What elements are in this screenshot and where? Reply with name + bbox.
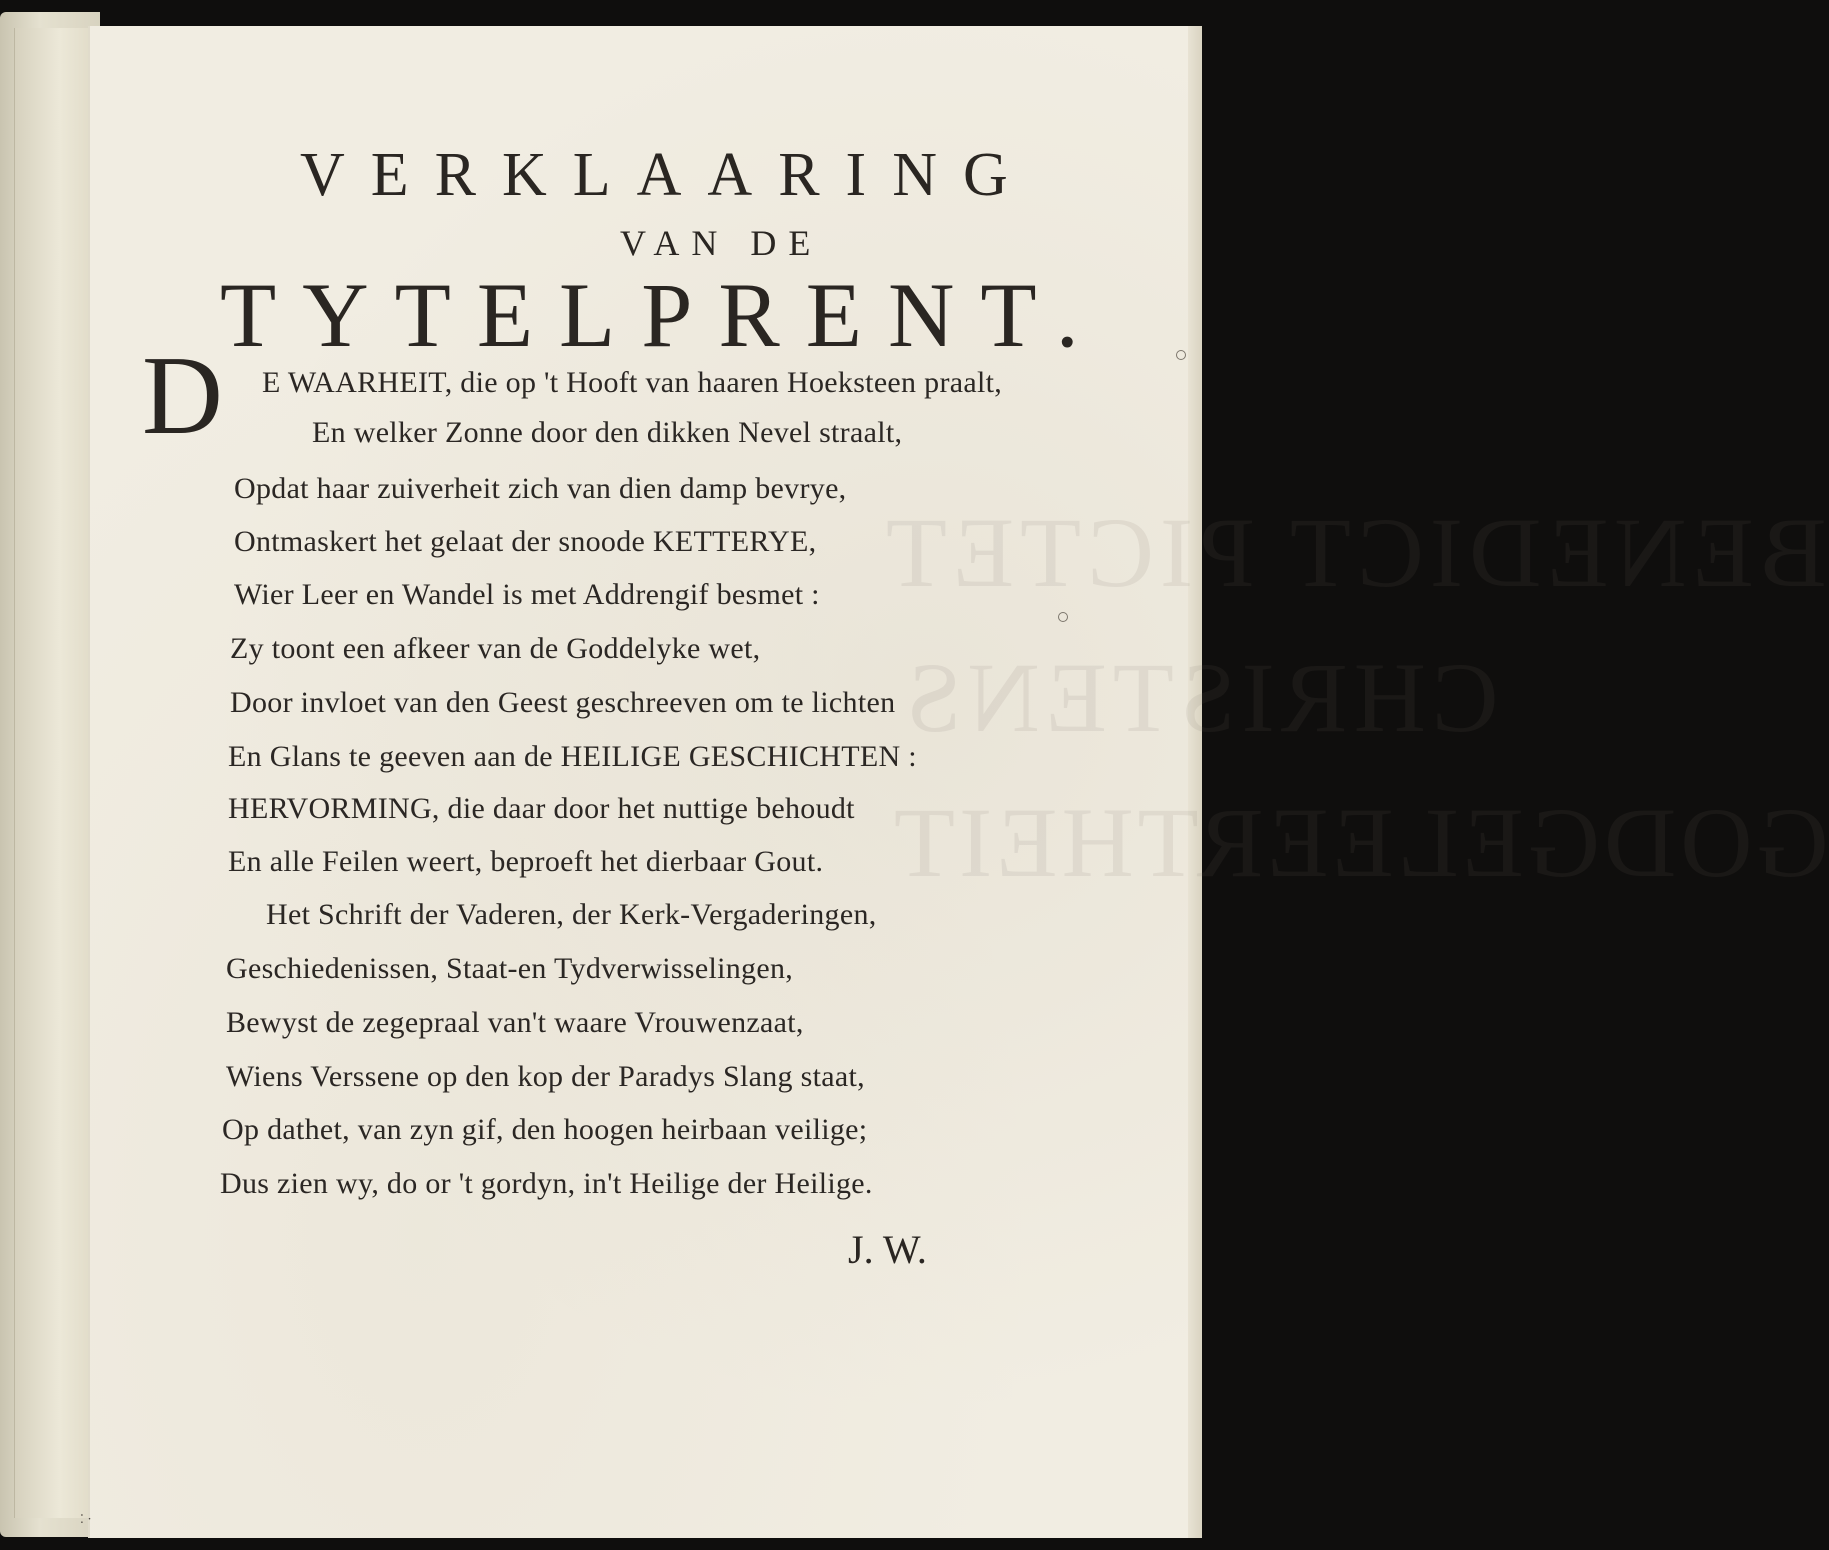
poem-line: Wier Leer en Wandel is met Addrengif besmet : — [234, 578, 820, 611]
show-through-text: BENEDICT PICTET — [880, 497, 1827, 608]
poem-line: Wiens Verssene op den kop der Paradys Slang staat, — [226, 1060, 865, 1093]
poem-line: Ontmaskert het gelaat der snoode KETTERYE, — [234, 525, 817, 558]
poem-line: Geschiedenissen, Staat-en Tydverwisselingen, — [226, 952, 794, 985]
poem-line: HERVORMING, die daar door het nuttige behoudt — [228, 792, 855, 825]
show-through-text: CHRISTENS — [900, 642, 1499, 753]
poem-line: Bewyst de zegepraal van't waare Vrouwenzaat, — [226, 1006, 804, 1039]
signature-initials: J. W. — [848, 1227, 927, 1272]
poem-line: E WAARHEIT, die op 't Hooft van haaren Hoeksteen praalt, — [262, 366, 1003, 399]
binding-inner-edge — [14, 28, 89, 1518]
paper-speck — [1058, 612, 1068, 622]
poem-line: Dus zien wy, do or 't gordyn, in't Heilige der Heilige. — [220, 1167, 873, 1200]
title-line-2: VAN DE — [620, 223, 823, 263]
poem-line: Op dathet, van zyn gif, den hoogen heirbaan veilige; — [222, 1113, 868, 1146]
page-right-edge — [1188, 26, 1202, 1538]
paper-speck — [1176, 350, 1186, 360]
poem-line: Opdat haar zuiverheit zich van dien damp bevrye, — [234, 472, 847, 505]
corner-marks: ⁚ · — [80, 1512, 92, 1526]
title-line-1: VERKLAARING — [300, 141, 1034, 209]
poem-line: En welker Zonne door den dikken Nevel straalt, — [312, 416, 903, 449]
poem-line: En alle Feilen weert, beproeft het dierbaar Gout. — [228, 845, 824, 878]
poem-line: Zy toont een afkeer van de Goddelyke wet, — [230, 632, 761, 665]
poem-line: Het Schrift der Vaderen, der Kerk-Vergaderingen, — [266, 898, 877, 931]
drop-capital: D — [142, 334, 223, 458]
show-through-text: GODGELEERTHEIT — [890, 787, 1829, 898]
poem-line: Door invloet van den Geest geschreeven om te lichten — [230, 686, 896, 719]
title-line-3: TYTELPRENT. — [220, 264, 1105, 366]
poem-line: En Glans te geeven aan de HEILIGE GESCHICHTEN : — [228, 740, 917, 773]
